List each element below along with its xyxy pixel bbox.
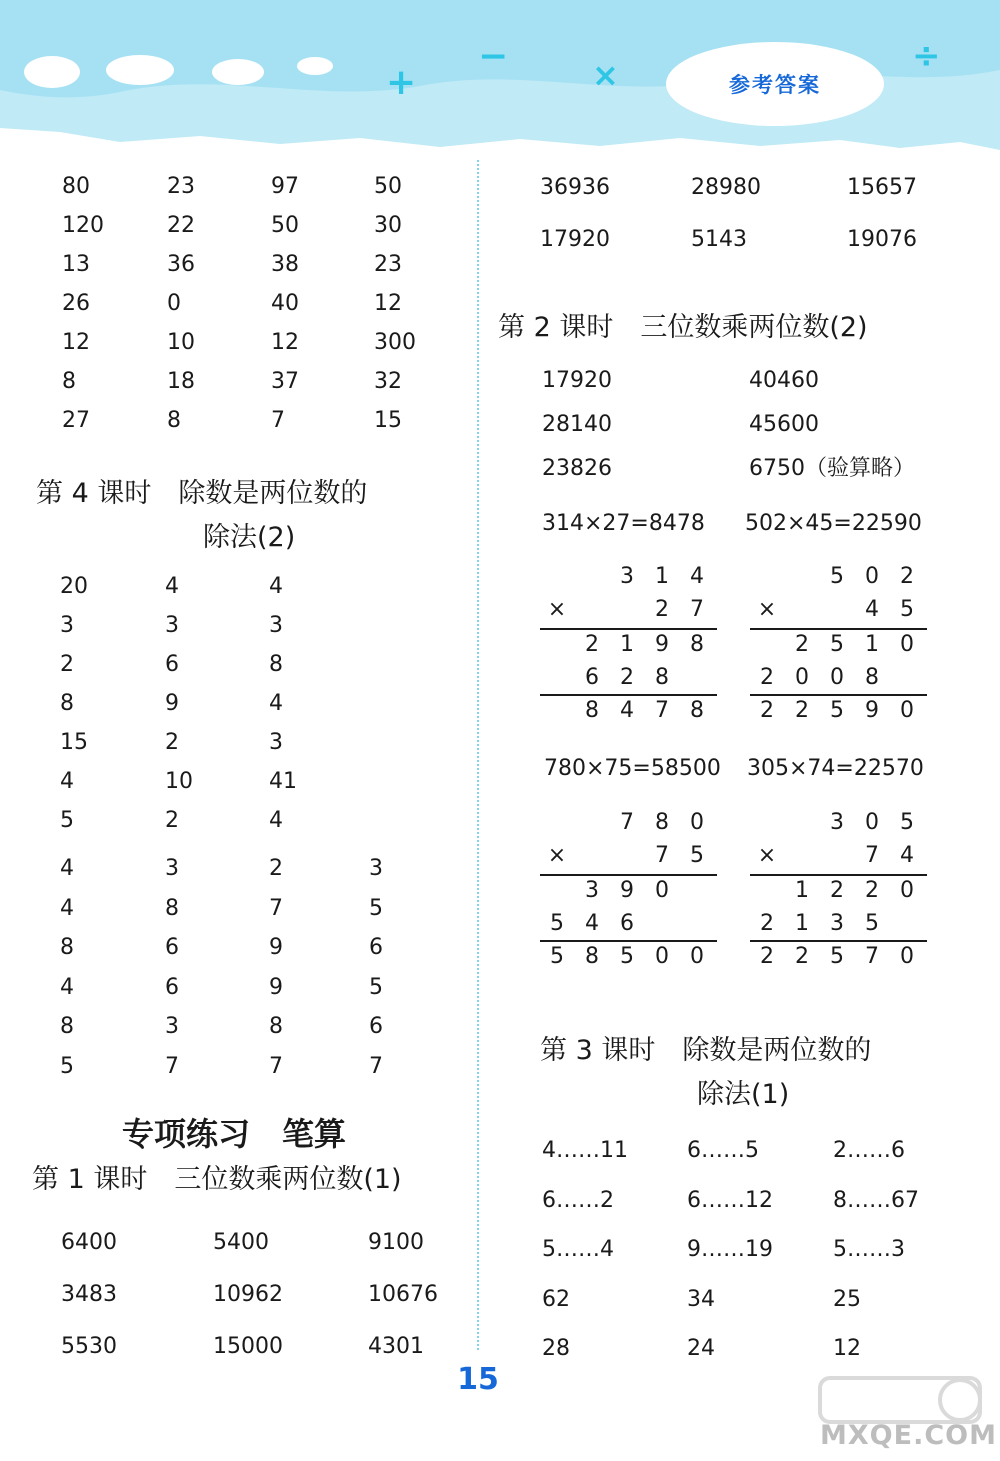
- left-table3-cell: 9: [269, 974, 283, 1000]
- right-table1-cell: 5143: [691, 227, 747, 252]
- calc-rule-line: [540, 874, 717, 876]
- calc-digit: 9: [620, 878, 634, 903]
- left-table2-cell: 8: [269, 652, 283, 677]
- right-table3-cell: 28: [542, 1336, 570, 1361]
- calc-digit: 5: [550, 944, 564, 969]
- calc-digit: 0: [865, 564, 879, 589]
- calc-digit: 5: [830, 944, 844, 969]
- calc-digit: 7: [865, 944, 879, 969]
- left-table3-cell: 8: [60, 935, 74, 960]
- badge-title: 参考答案: [729, 73, 821, 97]
- page-number: 15: [457, 1362, 499, 1397]
- left-table2-cell: 9: [165, 691, 179, 716]
- calc-digit: 7: [655, 698, 669, 723]
- calc-digit: 2: [795, 698, 809, 723]
- left-table2-cell: 2: [60, 652, 74, 677]
- calc-digit: 7: [620, 810, 634, 835]
- left-table1-cell: 40: [271, 291, 299, 316]
- calc-digit: 2: [760, 944, 774, 969]
- left-table1-cell: 300: [374, 330, 416, 355]
- lesson2-title: 第 2 课时 三位数乘两位数(2): [498, 312, 868, 343]
- right-table3-cell: 9……19: [687, 1237, 773, 1262]
- calc-digit: 2: [585, 632, 599, 657]
- right-table1-cell: 28980: [691, 175, 761, 200]
- calc-digit: 7: [655, 843, 669, 868]
- left-table2-cell: 4: [269, 808, 283, 833]
- calc-digit: 0: [830, 665, 844, 690]
- left-table4-cell: 10676: [368, 1282, 438, 1307]
- left-table4-cell: 15000: [213, 1334, 283, 1359]
- equation-2: 502×45=22590: [745, 511, 922, 536]
- left-table1-cell: 23: [167, 174, 195, 199]
- right-table3-cell: 5……4: [542, 1237, 614, 1262]
- left-table3-cell: 6: [369, 1014, 383, 1039]
- calc-rule-line: [540, 940, 717, 942]
- calc-rule-line: [750, 694, 927, 696]
- left-table2-cell: 20: [60, 574, 88, 599]
- left-table3-cell: 7: [269, 895, 283, 921]
- left-table1-cell: 26: [62, 291, 90, 316]
- calc-digit: 0: [900, 944, 914, 969]
- times-sign: ×: [547, 597, 567, 622]
- right-table3-cell: 4……11: [542, 1138, 628, 1163]
- calc-digit: 3: [585, 878, 599, 903]
- left-table3-cell: 3: [165, 856, 179, 881]
- left-table3-cell: 6: [165, 974, 179, 1000]
- left-table1-cell: 97: [271, 174, 299, 199]
- calc-digit: 1: [795, 911, 809, 936]
- lesson1-title: 第 1 课时 三位数乘两位数(1): [32, 1164, 402, 1195]
- calc-digit: 2: [655, 597, 669, 622]
- right-table3-cell: 6……12: [687, 1187, 773, 1213]
- left-table3-cell: 9: [269, 935, 283, 960]
- calc-digit: 5: [550, 911, 564, 936]
- calc-digit: 0: [690, 944, 704, 969]
- left-table2-cell: 4: [269, 691, 283, 716]
- column-divider: [477, 160, 479, 1350]
- left-table3-cell: 3: [165, 1014, 179, 1039]
- lesson4-title-line1: 第 4 课时 除数是两位数的: [36, 478, 368, 509]
- divide-icon: ÷: [912, 36, 941, 76]
- left-table4-cell: 10962: [213, 1282, 283, 1307]
- lesson3-title-line2: 除法(1): [697, 1079, 790, 1110]
- left-table3-cell: 5: [60, 1053, 74, 1079]
- left-table1-cell: 27: [62, 408, 90, 433]
- right-table3-cell: 25: [833, 1286, 861, 1312]
- left-table1-cell: 36: [167, 252, 195, 277]
- left-table1-cell: 0: [167, 291, 181, 316]
- calc-digit: 2: [760, 698, 774, 723]
- calc-digit: 0: [795, 665, 809, 690]
- calc-digit: 2: [900, 564, 914, 589]
- right-table3-cell: 6……5: [687, 1138, 759, 1163]
- calc-rule-line: [750, 874, 927, 876]
- left-table2-cell: 8: [60, 691, 74, 716]
- equation-3: 780×75=58500: [544, 756, 721, 781]
- left-table1-cell: 38: [271, 252, 299, 277]
- right-table1-cell: 36936: [540, 175, 610, 200]
- left-table2-cell: 4: [60, 769, 74, 794]
- left-table2-cell: 3: [60, 613, 74, 638]
- calc-digit: 3: [830, 911, 844, 936]
- left-table1-cell: 22: [167, 213, 195, 238]
- left-table1-cell: 30: [374, 213, 402, 238]
- left-table3-cell: 8: [60, 1014, 74, 1039]
- header-band: [0, 0, 1000, 150]
- right-table3-cell: 24: [687, 1336, 715, 1361]
- calc-digit: 8: [865, 665, 879, 690]
- calc-digit: 8: [690, 632, 704, 657]
- right-table3-cell: 34: [687, 1286, 715, 1312]
- right-table3-cell: 8……67: [833, 1187, 919, 1213]
- calc-digit: 8: [690, 698, 704, 723]
- calc-digit: 8: [655, 665, 669, 690]
- right-table1-cell: 15657: [847, 175, 917, 200]
- right-table1-cell: 19076: [847, 227, 917, 252]
- calc-digit: 9: [865, 698, 879, 723]
- times-sign: ×: [757, 597, 777, 622]
- calc-digit: 4: [690, 564, 704, 589]
- calc-rule-line: [540, 694, 717, 696]
- left-table1-cell: 15: [374, 408, 402, 433]
- calc-digit: 5: [900, 597, 914, 622]
- special-practice-title: 专项练习 笔算: [122, 1115, 347, 1153]
- left-table4-cell: 3483: [61, 1282, 117, 1307]
- left-table4-cell: 5530: [61, 1334, 117, 1359]
- calc-digit: 0: [900, 632, 914, 657]
- left-table3-cell: 4: [60, 895, 74, 921]
- calc-rule-line: [540, 628, 717, 630]
- left-table3-cell: 6: [369, 935, 383, 960]
- calc-digit: 2: [865, 878, 879, 903]
- right-table1-cell: 17920: [540, 227, 610, 252]
- left-table3-cell: 2: [269, 856, 283, 881]
- right-table2-cell: 6750（验算略）: [749, 456, 915, 481]
- calc-digit: 1: [865, 632, 879, 657]
- left-table3-cell: 8: [165, 895, 179, 921]
- calc-digit: 2: [760, 911, 774, 936]
- calc-digit: 0: [865, 810, 879, 835]
- calc-digit: 5: [830, 564, 844, 589]
- left-table3-cell: 7: [165, 1053, 179, 1079]
- left-table4-cell: 9100: [368, 1230, 424, 1255]
- lesson4-title-line2: 除法(2): [203, 522, 296, 553]
- equation-4: 305×74=22570: [747, 756, 924, 781]
- right-table2-cell: 23826: [542, 456, 612, 481]
- right-table3-cell: 62: [542, 1286, 570, 1312]
- left-table1-cell: 12: [374, 291, 402, 316]
- calc-digit: 0: [655, 878, 669, 903]
- left-table2-cell: 3: [269, 613, 283, 638]
- calc-digit: 4: [585, 911, 599, 936]
- answer-badge: [666, 42, 884, 126]
- calc-digit: 3: [830, 810, 844, 835]
- calc-digit: 2: [795, 632, 809, 657]
- left-table3-cell: 5: [369, 974, 383, 1000]
- left-table2-cell: 2: [165, 730, 179, 755]
- left-table3-cell: 7: [269, 1053, 283, 1079]
- lesson3-title-line1: 第 3 课时 除数是两位数的: [540, 1035, 872, 1066]
- equation-1: 314×27=8478: [542, 511, 705, 536]
- calc-digit: 4: [620, 698, 634, 723]
- times-icon: ×: [592, 56, 619, 94]
- left-table2-cell: 3: [165, 613, 179, 638]
- right-table2-cell: 17920: [542, 368, 612, 393]
- right-table3-cell: 12: [833, 1336, 861, 1361]
- calc-digit: 5: [900, 810, 914, 835]
- calc-digit: 0: [900, 878, 914, 903]
- calc-digit: 0: [655, 944, 669, 969]
- calc-digit: 4: [865, 597, 879, 622]
- left-table2-cell: 6: [165, 652, 179, 677]
- plus-icon: +: [386, 62, 417, 103]
- left-table3-cell: 8: [269, 1014, 283, 1039]
- calc-digit: 7: [865, 843, 879, 868]
- left-table1-cell: 13: [62, 252, 90, 277]
- left-table4-cell: 6400: [61, 1230, 117, 1255]
- left-table1-cell: 8: [62, 369, 76, 394]
- left-table4-cell: 4301: [368, 1334, 424, 1359]
- calc-digit: 2: [620, 665, 634, 690]
- right-table2-cell: 28140: [542, 412, 612, 437]
- calc-rule-line: [750, 940, 927, 942]
- times-sign: ×: [547, 843, 567, 868]
- calc-digit: 8: [585, 944, 599, 969]
- left-table1-cell: 50: [374, 174, 402, 199]
- left-table3-cell: 6: [165, 935, 179, 960]
- calc-digit: 1: [795, 878, 809, 903]
- left-table1-cell: 80: [62, 174, 90, 199]
- calc-digit: 7: [690, 597, 704, 622]
- calc-digit: 2: [760, 665, 774, 690]
- minus-icon: −: [478, 36, 509, 77]
- calc-digit: 2: [830, 878, 844, 903]
- left-table1-cell: 7: [271, 408, 285, 433]
- calc-digit: 6: [585, 665, 599, 690]
- left-table1-cell: 120: [62, 213, 104, 238]
- left-table1-cell: 12: [62, 330, 90, 355]
- calc-digit: 5: [865, 911, 879, 936]
- left-table2-cell: 5: [60, 808, 74, 833]
- calc-digit: 2: [795, 944, 809, 969]
- left-table2-cell: 4: [165, 574, 179, 599]
- left-table3-cell: 4: [60, 974, 74, 1000]
- calc-digit: 8: [655, 810, 669, 835]
- left-table3-cell: 3: [369, 856, 383, 881]
- right-table3-cell: 5……3: [833, 1237, 905, 1262]
- calc-digit: 1: [620, 632, 634, 657]
- left-table1-cell: 8: [167, 408, 181, 433]
- calc-digit: 5: [620, 944, 634, 969]
- left-table2-cell: 10: [165, 769, 193, 794]
- calc-digit: 0: [690, 810, 704, 835]
- left-table3-cell: 7: [369, 1053, 383, 1079]
- left-table3-cell: 5: [369, 895, 383, 921]
- right-table3-cell: 2……6: [833, 1138, 905, 1163]
- calc-digit: 0: [900, 698, 914, 723]
- calc-digit: 5: [830, 632, 844, 657]
- left-table2-cell: 15: [60, 730, 88, 755]
- calc-digit: 8: [585, 698, 599, 723]
- calc-digit: 5: [690, 843, 704, 868]
- left-table1-cell: 12: [271, 330, 299, 355]
- watermark-text: MXQE.COM: [820, 1420, 997, 1451]
- left-table1-cell: 32: [374, 369, 402, 394]
- calc-digit: 4: [900, 843, 914, 868]
- left-table1-cell: 23: [374, 252, 402, 277]
- right-table3-cell: 6……2: [542, 1187, 614, 1213]
- calc-digit: 1: [655, 564, 669, 589]
- left-table3-cell: 4: [60, 856, 74, 881]
- left-table2-cell: 4: [269, 574, 283, 599]
- calc-digit: 9: [655, 632, 669, 657]
- calc-digit: 5: [830, 698, 844, 723]
- left-table2-cell: 2: [165, 808, 179, 833]
- calc-digit: 3: [620, 564, 634, 589]
- times-sign: ×: [757, 843, 777, 868]
- right-table2-cell: 45600: [749, 412, 819, 437]
- left-table2-cell: 41: [269, 769, 297, 794]
- left-table1-cell: 10: [167, 330, 195, 355]
- left-table2-cell: 3: [269, 730, 283, 755]
- calc-rule-line: [750, 628, 927, 630]
- calc-digit: 6: [620, 911, 634, 936]
- right-table2-cell: 40460: [749, 368, 819, 393]
- left-table1-cell: 18: [167, 369, 195, 394]
- left-table1-cell: 37: [271, 369, 299, 394]
- left-table1-cell: 50: [271, 213, 299, 238]
- left-table4-cell: 5400: [213, 1230, 269, 1255]
